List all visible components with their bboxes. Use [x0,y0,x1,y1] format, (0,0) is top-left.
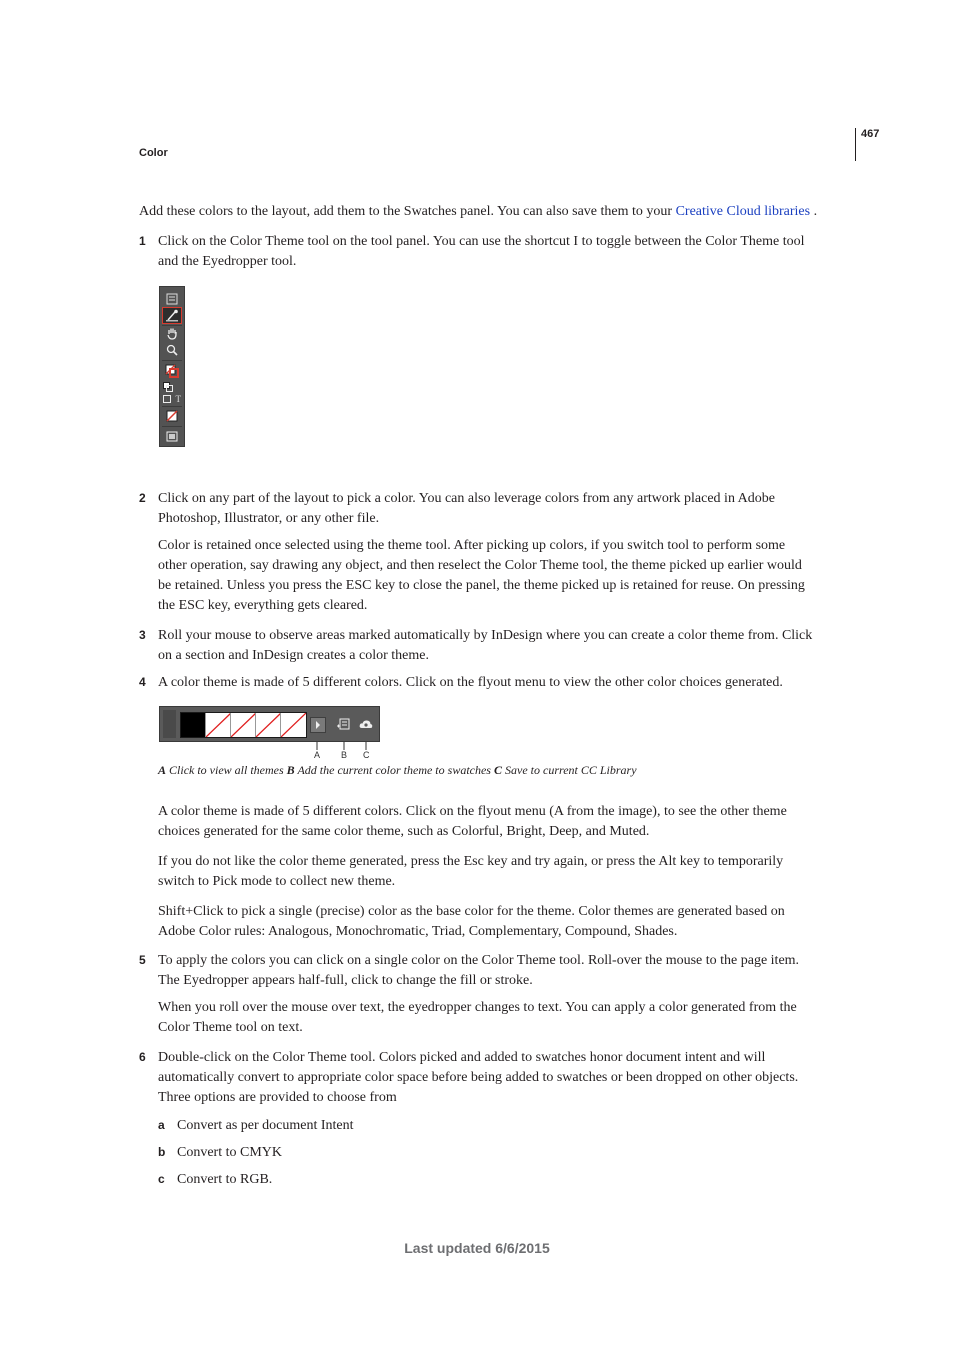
step-number: 5 [139,953,146,967]
creative-cloud-libraries-link[interactable]: Creative Cloud libraries [675,204,811,219]
option-text: Convert to CMYK [177,1145,282,1160]
intro-paragraph [139,202,859,222]
formatting-container-text-icon[interactable]: T [163,391,181,406]
fill-stroke-icon[interactable] [163,363,181,378]
swatch-3[interactable] [231,713,256,737]
step-4-note-1: A color theme is made of 5 different colors. Click on the flyout menu (A from the image), to see the other theme choices generated for the same color theme, such as Colorful, Bright, Deep, and Muted. [158,804,787,839]
option-letter: a [158,1118,165,1132]
step-4-text: A color theme is made of 5 different colors. Click on the flyout menu to view the other color choices generated. [158,675,783,690]
cc-library-icon[interactable] [359,717,373,731]
step-3-text: Roll your mouse to observe areas marked automatically by InDesign where you can create a color theme from. Click on a section and InDesign creates a color theme. [158,628,813,663]
swatch-2[interactable] [206,713,231,737]
color-theme-bar-figure [159,706,380,742]
callout-b: B [341,750,348,760]
callout-a: A [314,750,321,760]
header-rule [855,128,856,161]
step-number: 4 [139,675,146,689]
gap-tool-icon[interactable] [163,291,181,306]
intro-text-end: . [810,204,818,219]
page-number: 467 [861,128,880,140]
callout-c: C [363,750,370,760]
swatch-5[interactable] [281,713,306,737]
step-1-text: Click on the Color Theme tool on the tool panel. You can use the shortcut I to toggle between the Color Theme tool and the Eyedropper tool. [158,234,805,269]
step-number: 6 [139,1050,146,1064]
step-4-note-3: Shift+Click to pick a single (precise) color as the base color for the theme. Color themes are generated based on Adobe Color rules: Analogous, Monochromatic, Triad, Complementary, Compound, Shades. [158,904,785,939]
zoom-tool-icon[interactable] [163,342,181,357]
option-letter: c [158,1172,165,1186]
step-6-text: Double-click on the Color Theme tool. Colors picked and added to swatches honor document intent and will automatically convert to appropriate color space before being added to swatches or been dropped on other objects. Three options are provided to choose from [158,1050,799,1105]
step-4-note-2: If you do not like the color theme generated, press the Esc key and try again, or press the Alt key to temporarily switch to Pick mode to collect new theme. [158,854,784,889]
figure-caption: A Click to view all themes B Add the current color theme to swatches C Save to current CC Library [158,763,637,777]
theme-bar-grip [163,710,176,738]
option-letter: b [158,1145,166,1159]
hand-tool-icon[interactable] [163,326,181,341]
add-to-swatches-icon[interactable] [336,717,350,731]
apply-none-icon[interactable] [163,408,181,423]
step-number: 2 [139,491,146,505]
footer-last-updated: Last updated 6/6/2015 [404,1240,550,1256]
step-2-text: Click on any part of the layout to pick a color. You can also leverage colors from any artwork placed in Adobe Photoshop, Illustrator, or any other file. [158,491,775,526]
screen-mode-icon[interactable] [163,429,181,444]
flyout-menu-button[interactable] [310,717,326,733]
step-5-note: When you roll over the mouse over text, the eyedropper changes to text. You can apply a color generated from the Color Theme tool on text. [158,1000,797,1035]
swatch-4[interactable] [256,713,281,737]
color-theme-tool-icon[interactable] [163,308,181,323]
step-number: 1 [139,234,146,248]
option-text: Convert as per document Intent [177,1118,354,1133]
step-2-note: Color is retained once selected using the theme tool. After picking up colors, if you switch tool to perform some other operation, say drawing any object, and then reselect the Color Theme tool, the theme picked up earlier would be retained. Unless you press the ESC key to close the panel, the theme picked up is retained for reuse. On pressing the ESC key, everything gets cleared. [158,538,805,613]
theme-swatches [180,712,307,738]
section-title: Color [139,147,168,159]
intro-text: Add these colors to the layout, add them to the Swatches panel. You can also save them to your [139,204,676,219]
step-number: 3 [139,628,146,642]
tool-panel-figure [159,286,185,447]
swatch-1[interactable] [181,713,206,737]
option-text: Convert to RGB. [177,1172,273,1187]
step-5-text: To apply the colors you can click on a single color on the Color Theme tool. Roll-over the mouse to the page item. The Eyedropper appears half-full, click to change the fill or stroke. [158,953,800,988]
